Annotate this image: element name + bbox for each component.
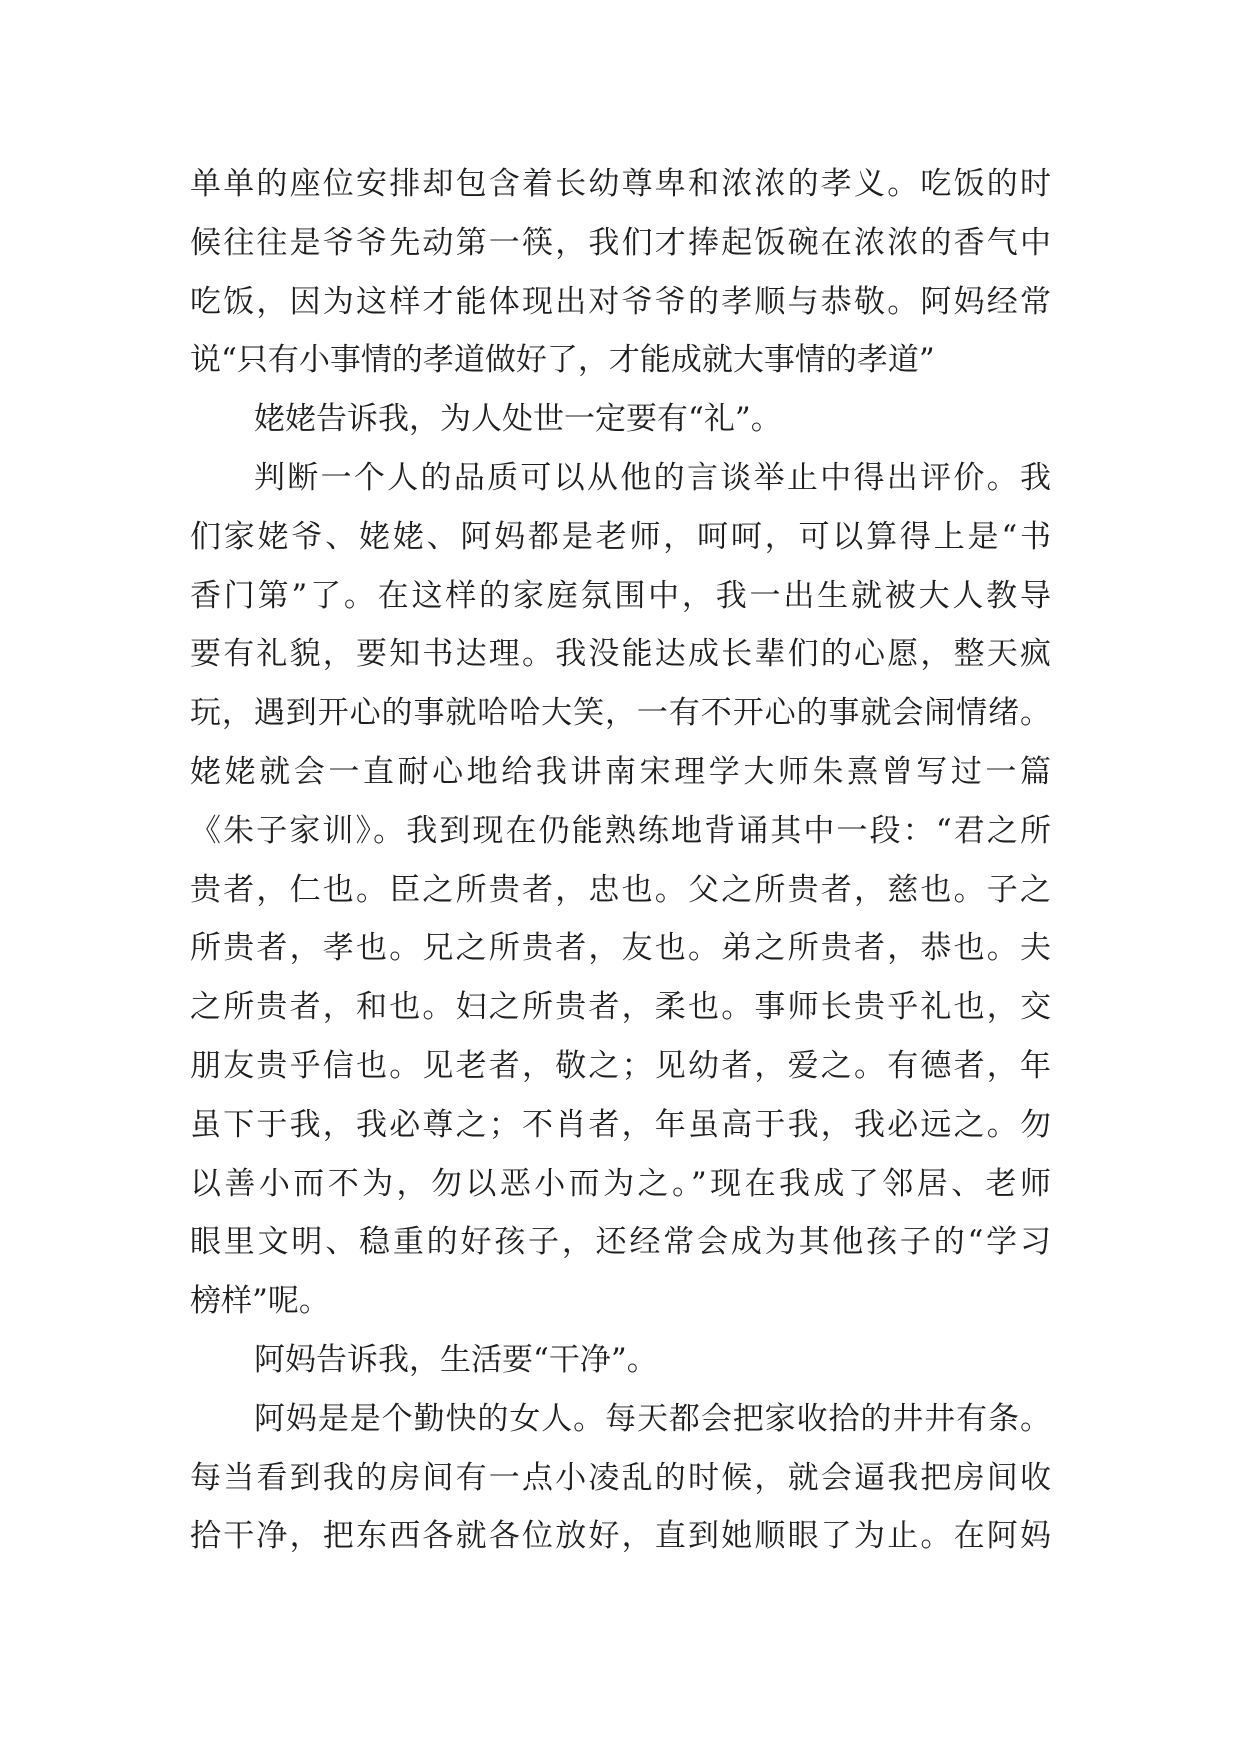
paragraph-li-story xyxy=(190,449,1051,1331)
text-line: 以善小而不为，勿以恶小而为之。”现在我成了邻居、老师 xyxy=(190,1165,1051,1202)
text-line: 虽下于我，我必尊之；不肖者，年虽高于我，我必远之。勿 xyxy=(190,1106,1051,1143)
text-line: 榜样”呢。 xyxy=(190,1283,330,1320)
text-line: 姥姥告诉我，为人处世一定要有“礼”。 xyxy=(254,401,782,438)
text-line: 阿妈是是个勤快的女人。每天都会把家收拾的井井有条。 xyxy=(254,1400,1051,1437)
text-line: 每当看到我的房间有一点小凌乱的时候，就会逼我把房间收 xyxy=(190,1459,1051,1496)
text-line: 判断一个人的品质可以从他的言谈举止中得出评价。我 xyxy=(254,459,1051,496)
text-line: 单单的座位安排却包含着长幼尊卑和浓浓的孝义。吃饭的时 xyxy=(190,166,1051,202)
text-line: 之所贵者，和也。妇之所贵者，柔也。事师长贵乎礼也，交 xyxy=(190,989,1051,1026)
text-line: 拾干净，把东西各就各位放好，直到她顺眼了为止。在阿妈 xyxy=(190,1518,1051,1555)
text-line: 阿妈告诉我，生活要“干净”。 xyxy=(254,1341,658,1378)
text-line: 要有礼貌，要知书达理。我没能达成长辈们的心愿，整天疯 xyxy=(190,636,1051,673)
text-line: 《朱子家训》。我到现在仍能熟练地背诵其中一段：“君之所 xyxy=(190,812,1051,849)
text-line: 们家姥爷、姥姥、阿妈都是老师，呵呵，可以算得上是“书 xyxy=(190,518,1051,555)
text-line: 朋友贵乎信也。见老者，敬之；见幼者，爱之。有德者，年 xyxy=(190,1047,1051,1084)
text-line: 姥姥就会一直耐心地给我讲南宋理学大师朱熹曾写过一篇 xyxy=(190,753,1051,790)
text-line: 眼里文明、稳重的好孩子，还经常会成为其他孩子的“学习 xyxy=(190,1224,1051,1261)
text-line: 玩，遇到开心的事就哈哈大笑，一有不开心的事就会闹情绪。 xyxy=(190,695,1051,732)
text-line: 所贵者，孝也。兄之所贵者，友也。弟之所贵者，恭也。夫 xyxy=(190,930,1051,967)
paragraph-lead-clean xyxy=(190,1331,1051,1390)
paragraph-continued xyxy=(190,155,1051,390)
body-text xyxy=(190,155,1051,1566)
text-line: 贵者，仁也。臣之所贵者，忠也。父之所贵者，慈也。子之 xyxy=(190,871,1051,908)
text-line: 吃饭，因为这样才能体现出对爷爷的孝顺与恭敬。阿妈经常 xyxy=(190,283,1051,320)
paragraph-lead-li xyxy=(190,390,1051,449)
text-line: 香门第”了。在这样的家庭氛围中，我一出生就被大人教导 xyxy=(190,577,1051,614)
text-line: 说“只有小事情的孝道做好了，才能成就大事情的孝道” xyxy=(190,342,935,379)
text-line: 候往往是爷爷先动第一筷，我们才捧起饭碗在浓浓的香气中 xyxy=(190,224,1051,261)
paragraph-clean-story xyxy=(190,1390,1051,1566)
